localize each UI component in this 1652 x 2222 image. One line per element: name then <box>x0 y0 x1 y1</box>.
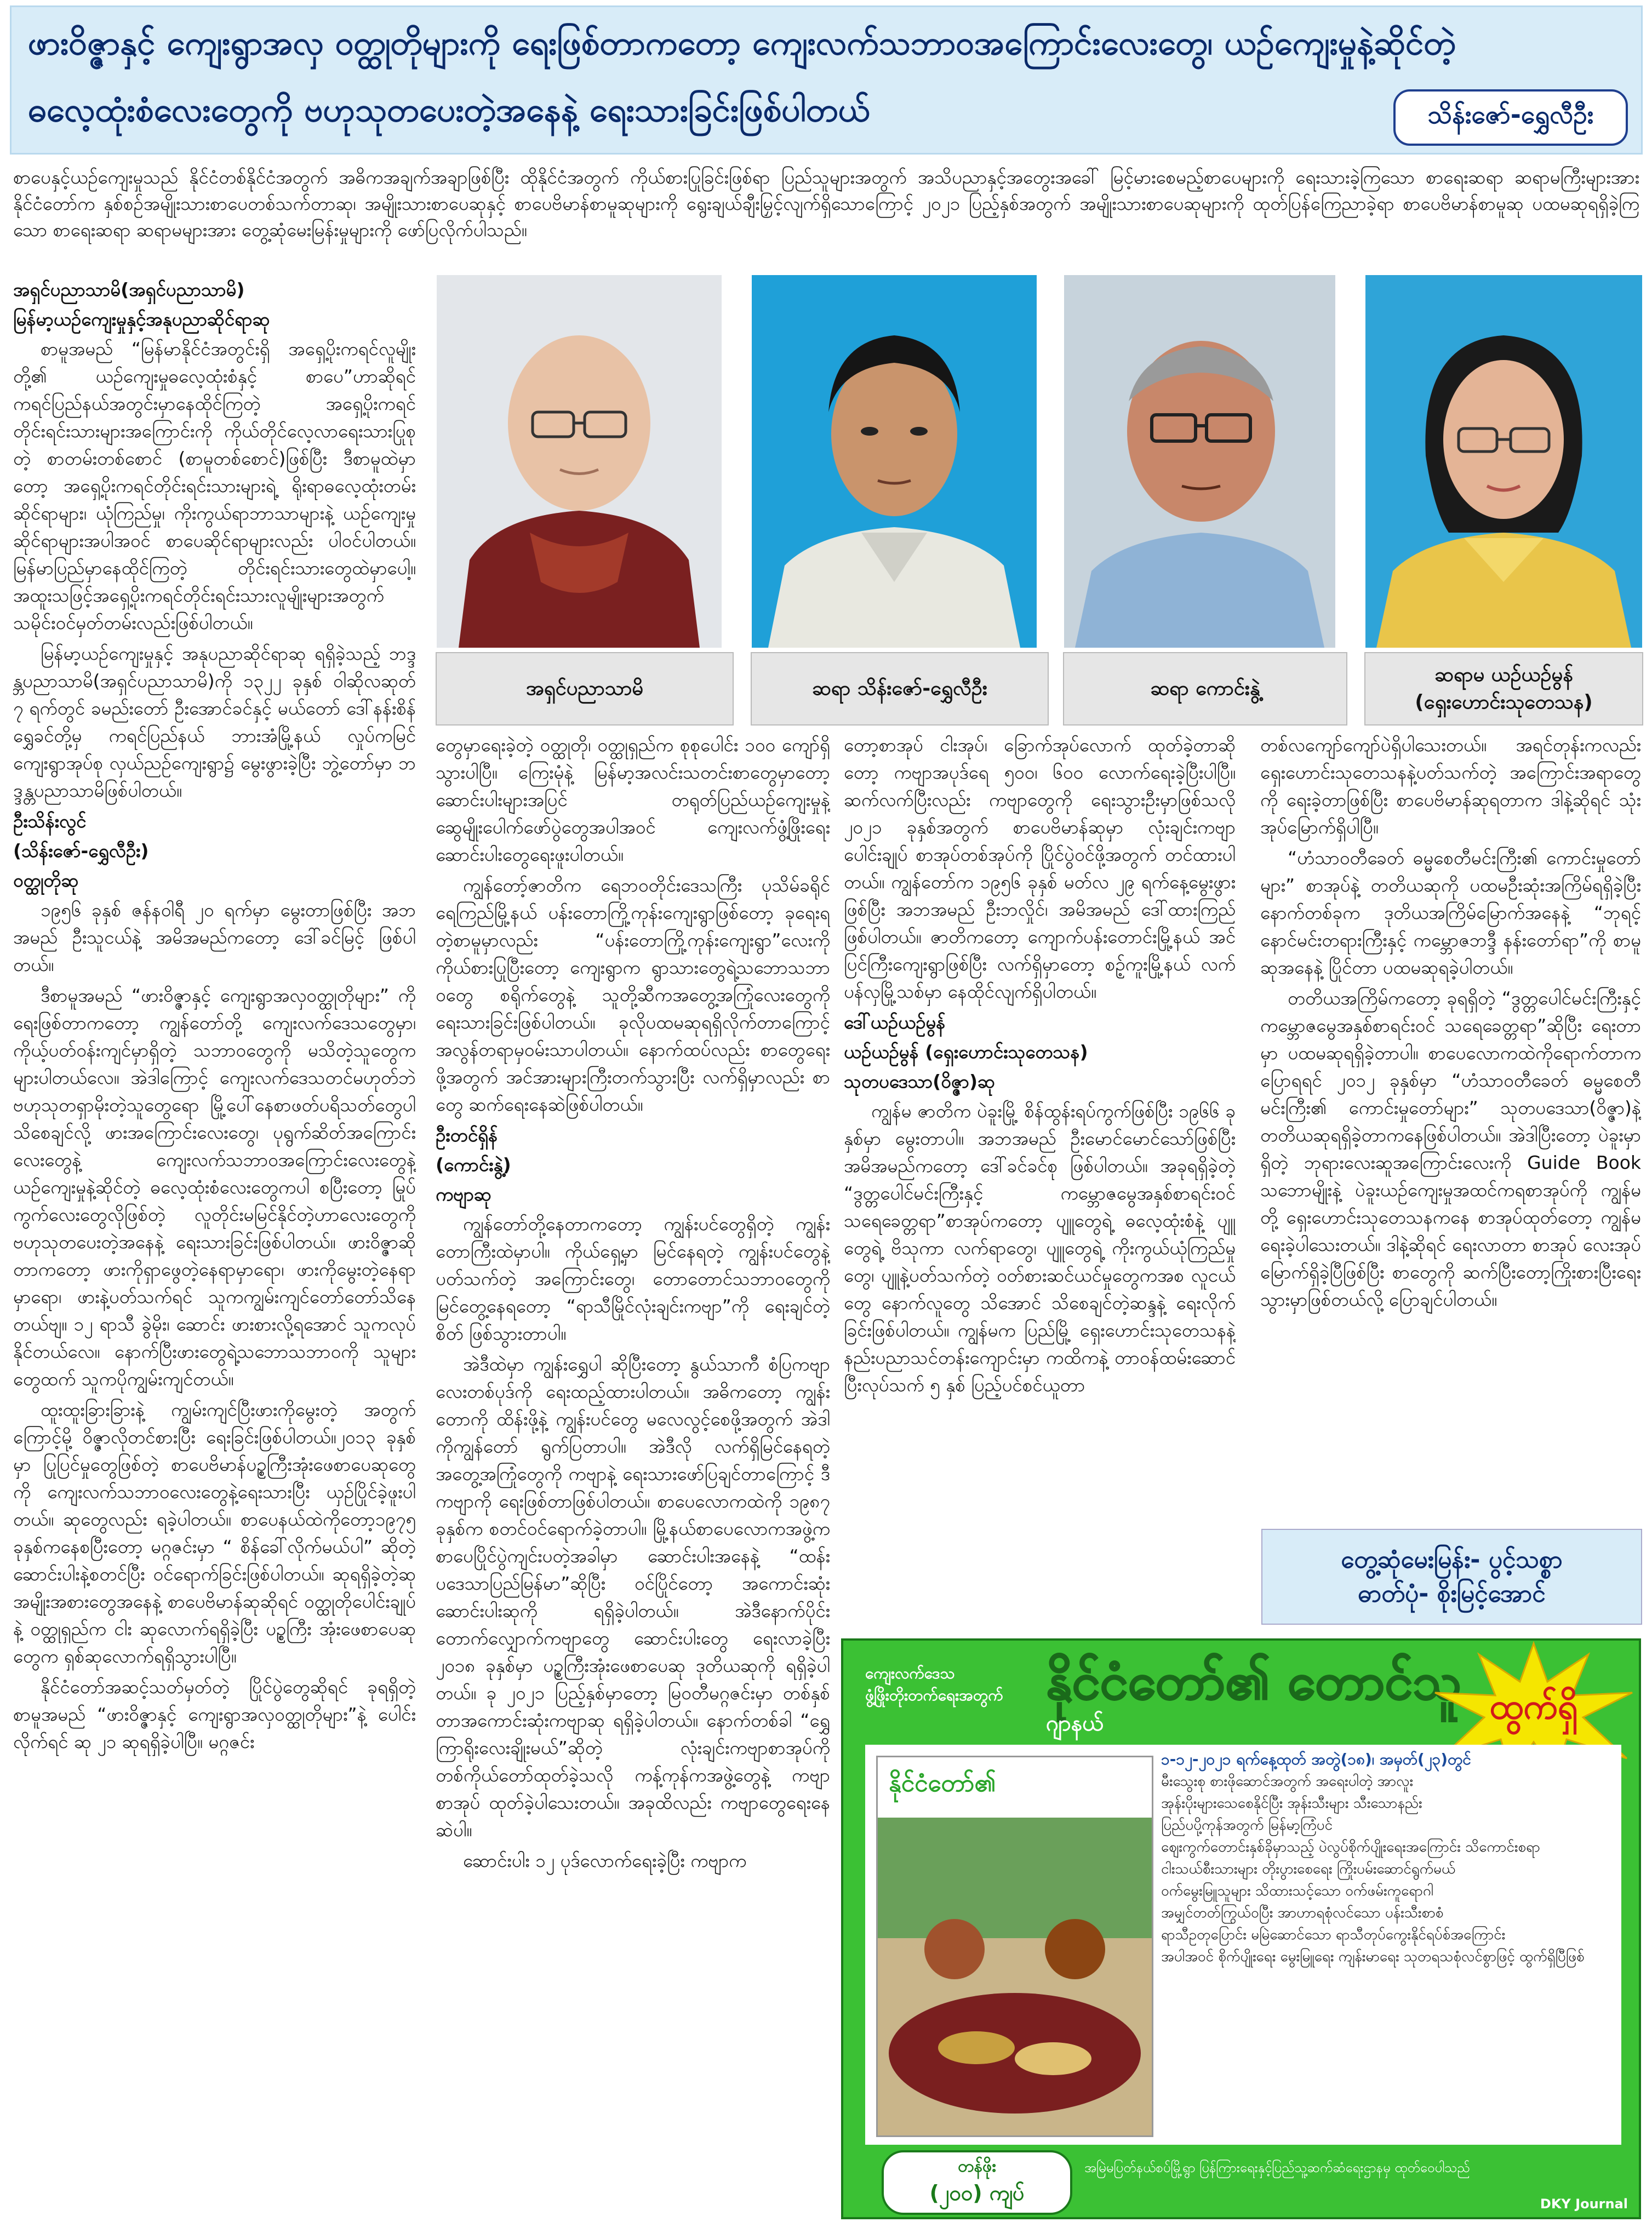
caption-thein-zaw <box>751 652 1049 726</box>
ad-contents-list <box>1161 1750 1621 1969</box>
headline-line-2: ဓလေ့ထုံးစံလေးတွေကို ဗဟုသုတပေးတဲ့အနေနဲ့ ရေးသားခြင်းဖြစ်ပါတယ် <box>28 91 870 129</box>
photo-monk <box>436 274 723 649</box>
ad-brand: နိုင်ငံတော်၏ တောင်သူ <box>1046 1652 1462 1711</box>
award-heading: ကဗျာဆု <box>436 1184 491 1205</box>
photo-thein-zaw <box>751 274 1038 649</box>
photo-yin-yin-mon <box>1364 274 1643 649</box>
portrait-yin-yin-mon-icon <box>1365 275 1642 648</box>
section-heading: ဦးတင်ရှိန် <box>436 1124 498 1146</box>
ad-tagline <box>865 1663 1003 1706</box>
paragraph: နိုင်ငံတော်အဆင့်သတ်မှတ်တဲ့ ပြိုင်ပွဲတွေဆိုရင် ခုရရှိတဲ့ စာမူအမည် “ဖားဝိဇ္ဇာနှင့် ကျေးရွာအလှဝတ္ထုတိုများ”နဲ့ ပေါင်းလိုက်ရင် ဆု ၂၁ ဆုရရှိခဲ့ပါပြီ။ မဂ္ဂဇင်း <box>13 1676 416 1752</box>
pen-name-heading: (ကောင်းနွဲ့) <box>436 1154 511 1175</box>
caption-yin-yin-mon <box>1364 652 1643 726</box>
headline-banner <box>10 5 1643 155</box>
caption-kaung-nwe-text: ဆရာ ကောင်းနွဲ့ <box>1150 677 1260 700</box>
paragraph: တတိယအကြိမ်ကတော့ ခုရရှိတဲ့ “ဒွတ္တပေါင်မင်းကြီးနှင့် ကမ္ဘောဇမွေအနှစ်စာရင်းဝင် သရေခေတ္တရာ”ဆိုပြီး ရေးတာမှာ ပထမဆုရရှိခဲ့တာပါ။ စာပေလောကထဲကိုရောက်တာက ပြောရရင် ၂၀၁၂ ခုနှစ်မှာ “ဟံသာဝတီခေတ် ဓမ္မစေတီမင်းကြီး၏ ကောင်းမှုတော်များ” သုတပဒေသာ(ဝိဇ္ဇာ)နဲ့တတိယဆုရရှိခဲ့တာကနေဖြစ်ပါတယ်။ အဲဒါပြီးတော့ ပဲခူးမှာရှိတဲ့ ဘုရားလေးဆူအကြောင်းလေးကို Guide Book သဘောမျိုးနဲ့ ပဲခူးယဉ်ကျေးမှုအထင်ကရစာအုပ်ကို ကျွန်မတို့ ရှေးဟောင်းသုတေသနကနေ စာအုပ်ထုတ်တော့ ကျွန်မရေးခဲ့ပါသေးတယ်။ ဒါနဲ့ဆိုရင် ရေးလာတာ စာအုပ် လေးအုပ်မြောက်ရှိခဲ့ပြီဖြစ်ပြီး စာတွေကို ဆက်ပြီးတော့ကြိုးစားပြီးရေးသွားမှာဖြစ်တယ်လို့ ပြောချင်ပါတယ်။ <box>1260 987 1641 1310</box>
ad-price-label: တန်ဖိုး <box>958 2156 996 2176</box>
portrait-monk-icon <box>437 275 722 648</box>
column-1 <box>13 274 416 2214</box>
author-badge: သိန်းဇော်-ရွှေလီဦး <box>1393 89 1628 146</box>
section-heading: ဒေါ်ယဉ်ယဉ်မွန် <box>844 1012 946 1033</box>
portrait-thein-zaw-icon <box>752 275 1037 648</box>
caption-yin-yin-mon-subtext: (ရှေးဟောင်းသုတေသန) <box>1415 691 1593 713</box>
ad-logo: DKY Journal <box>1540 2196 1628 2212</box>
column-3 <box>844 732 1236 1625</box>
ad-tagline-2: ဖွံ့ဖြိုးတိုးတက်ရေးအတွက် <box>865 1686 1003 1704</box>
paragraph: ကျွန်မ ဇာတိက ပဲခူးမြို့ စိန်ထွန်းရပ်ကွက်ဖြစ်ပြီး ၁၉၆၆ ခုနှစ်မှာ မွေးတာပါ။ အဘအမည် ဦးမောင်မောင်သော်ဖြစ်ပြီး အမိအမည်ကတော့ ဒေါ်ခင်ခင်စု ဖြစ်ပါတယ်။ အခုရရှိခဲ့တဲ့ “ဒွတ္တပေါင်မင်းကြီးနှင့် ကမ္ဘောဇမွေအနှစ်စာရင်းဝင် သရေခေတ္တရာ”စာအုပ်ကတော့ ပျူတွေရဲ့ ဓလေ့ထုံးစံနဲ့ ပျူတွေရဲ့ ဗိသုကာ လက်ရာတွေ၊ ပျူတွေရဲ့ ကိုးကွယ်ယုံကြည်မှုတွေ၊ ပျူနဲ့ပတ်သက်တဲ့ ဝတ်စားဆင်ယင်မှုတွေကအစ လူငယ်တွေ နောက်လူတွေ သိအောင် သိစေချင်တဲ့ဆန္ဒနဲ့ ရေးလိုက်ခြင်းဖြစ်ပါတယ်။ ကျွန်မက ပြည်မြို့ ရှေးဟောင်းသုတေသနနဲ့ နည်းပညာသင်တန်းကျောင်းမှာ ကထိကနဲ့ တာဝန်ထမ်းဆောင်ပြီးလုပ်သက် ၅ နှစ် ပြည့်ပင်စင်ယူတာ <box>844 1100 1236 1396</box>
award-heading: ဝတ္ထုတိုဆု <box>13 870 79 891</box>
paragraph: တော့စာအုပ် ငါးအုပ်၊ ခြောက်အုပ်လောက် ထုတ်ခဲ့တာဆိုတော့ ကဗျာအပုဒ်ရေ ၅၀၀၊ ၆၀၀ လောက်ရေးခဲ့ပြီးပါပြီ။ ဆက်လက်ပြီးလည်း ကဗျာတွေကို ရေးသွားဦးမှာဖြစ်သလို ၂၀၂၁ ခုနှစ်အတွက် စာပေဗိမာန်ဆုမှာ လုံးချင်းကဗျာပေါင်းချုပ် စာအုပ်တစ်အုပ်ကို ပြိုင်ပွဲဝင်ဖို့အတွက် တင်ထားပါတယ်။ ကျွန်တော်က ၁၉၅၆ ခုနှစ် မတ်လ ၂၉ ရက်နေ့မွေးဖွားဖြစ်ပြီး အဘအမည် ဦးဘလှိုင်၊ အမိအမည် ဒေါ်ထားကြည်ဖြစ်ပါတယ်။ ဇာတိကတော့ ကျောက်ပန်းတောင်းမြို့နယ် အင်ပြင်ကြီးကျေးရွာဖြစ်ပြီး လက်ရှိမှာတော့ စဉ့်ကူးမြို့နယ် လက်ပန်လှမြို့သစ်မှာ နေထိုင်လျက်ရှိပါတယ်။ <box>844 734 1236 1002</box>
paragraph: ကျွန်တော့်ဇာတိက ရေဘဝတိုင်းဒေသကြီး ပုသိမ်ခရိုင် ရေကြည်မြို့နယ် ပန်းတောကြို့ကုန်းကျေးရွာဖြစ်တော့ ခုရေးရတဲ့စာမူမှာလည်း “ပန်းတောကြို့ကုန်းကျေးရွာ”လေးကို ကိုယ်စားပြုပြီးတော့ ကျေးရွာက ရွာသားတွေရဲ့သဘောသဘာဝတွေ စရိုက်တွေနဲ့ သူတို့ဆီကအတွေ့အကြုံလေးတွေကို ရေးသားခြင်းဖြစ်ပါတယ်။ ခုလိုပထမဆုရရှိလိုက်တာကြောင့် အလွန်တရာမှဝမ်းသာပါတယ်။ နောက်ထပ်လည်း စာတွေရေးဖို့အတွက် အင်အားများကြီးတက်သွားပြီး လက်ရှိမှာလည်း စာတွေ ဆက်ရေးနေဆဲဖြစ်ပါတယ်။ <box>436 875 830 1115</box>
list-item: အုန်းပိုးများသေစေနိုင်ပြီး အုန်းသီးများ သီးသောနည်း <box>1161 1795 1422 1812</box>
cover-photo-icon <box>878 1818 1152 2135</box>
intro-paragraph: စာပေနှင့်ယဉ်ကျေးမှုသည် နိုင်ငံတစ်နိုင်ငံအတွက် အဓိကအချက်အချာဖြစ်ပြီး ထိုနိုင်ငံအတွက် ကိုယ်စားပြုခြင်းဖြစ်ရာ ပြည်သူများအတွက် အသိပညာနှင့်အတွေးအခေါ် မြင့်မားစေမည့်စာပေများကို ရေးသားခဲ့ကြသော စာရေးဆရာ ဆရာမကြီးများအား နိုင်ငံတော်က နှစ်စဉ်အမျိုးသားစာပေတစ်သက်တာဆု၊ အမျိုးသားစာပေဆုနှင့် စာပေဗိမာန်စာမူဆုများကို ရွေးချယ်ချီးမြှင့်လျက်ရှိသောကြောင့် ၂၀၂၁ ပြည့်နှစ်အတွက် အမျိုးသားစာပေဆုများကို ထုတ်ပြန်ကြေညာခဲ့ရာ စာပေဗိမာန်စာမူဆု ပထမဆုရရှိခဲ့ကြသော စာရေးဆရာ ဆရာမများအား တွေ့ဆုံမေးမြန်းမှုများကို ဖော်ပြလိုက်ပါသည်။ <box>13 167 1639 241</box>
caption-kaung-nwe <box>1063 652 1347 726</box>
list-item: ပြည်ပပို့ကုန်အတွက် မြန်မာ့ကြံပင် <box>1161 1817 1333 1833</box>
list-item: ရာသီဥတုပြောင်း မမြဲဆောင်သော ရာသီတုပ်ကွေးနိုင်ရပ်စ်အကြောင်း <box>1161 1927 1506 1943</box>
ad-price-value: (၂၀၀) ကျပ် <box>929 2180 1025 2205</box>
ad-tagline-1: ကျေးလက်ဒေသ <box>865 1664 955 1682</box>
ad-price-badge <box>882 2150 1072 2215</box>
ad-journal-label: ဂျာနယ် <box>1046 1711 1104 1736</box>
photo-kaung-nwe <box>1063 274 1336 649</box>
paragraph: တစ်လကျော်ကျော်ပဲရှိပါသေးတယ်။ အရင်တုန်းကလည်း ရှေးဟောင်းသုတေသနနဲ့ပတ်သက်တဲ့ အကြောင်းအရာတွေကို ရေးခဲ့တာဖြစ်ပြီး စာပေဗိမာန်ဆုရတာက ဒါနဲ့ဆိုရင် သုံးအုပ်မြောက်ရှိပါပြီ။ <box>1260 734 1641 838</box>
list-item: ဝက်မွေးမြူသူများ သိထားသင့်သော ဝက်ဖမ်းကူရောဂါ <box>1161 1883 1434 1899</box>
list-item: မီးသွေးစု စားဖိုဆောင်အတွက် အရေးပါတဲ့ အာလူး <box>1161 1773 1414 1790</box>
paragraph: ကျွန်တော်တို့နေတာကတော့ ကျွန်းပင်တွေရှိတဲ့ ကျွန်းတောကြီးထဲမှာပါ။ ကိုယ်ရှေ့မှာ မြင်နေရတဲ့ ကျွန်းပင်တွေနဲ့ပတ်သက်တဲ့ အကြောင်းတွေ၊ တောတောင်သဘာဝတွေကို မြင်တွေ့နေရတော့ “ရာသီမြိုင်လုံးချင်းကဗျာ”ကို ရေးချင်တဲ့စိတ် ဖြစ်သွားတာပါ။ <box>436 1213 830 1344</box>
paragraph: ထူးထူးခြားခြားနဲ့ ကျွမ်းကျင်ပြီးဖားကိုမွေးတဲ့ အတွက်ကြောင့်မို့ ဝိဇ္ဇာလိုတင်စားပြီး ရေးခြင်းဖြစ်ပါတယ်။၂၀၁၃ ခုနှစ်မှာ ပြုပြင်မှုတွေဖြစ်တဲ့ စာပေဗိမာန်ပဥ္စကြီးအုံးဖေစာပေဆုတွေကို ကျေးလက်သဘာဝလေးတွေနဲ့ရေးသားပြီး ယှဉ်ပြိုင်ခဲ့ဖူးပါတယ်။ ဆုတွေလည်း ရခဲ့ပါတယ်။ စာပေနယ်ထဲကိုတော့၁၉၇၅ ခုနှစ်ကနေစပြီးတော့ မဂ္ဂဇင်းမှာ “ စိန်ခေါ်လိုက်မယ်ပါ” ဆိုတဲ့ ဆောင်းပါးနဲ့စတင်ပြီး ဝင်ရောက်ခြင်းဖြစ်ပါတယ်။ ဆုရရှိခဲ့တဲ့ဆုအမျိုးအစားတွေအနေနဲ့ စာပေဗိမာန်ဆုဆိုရင် ဝတ္ထုတိုပေါင်းချုပ်နဲ့ ဝတ္ထုရှည်က ငါး ဆုလောက်ရရှိခဲ့ပြီး ပဥ္စကြီး အုံးဖေစာပေဆုတွေက ရှစ်ဆုလောက်ရရှိသွားပါပြီ။ <box>13 1399 416 1667</box>
portrait-kaung-nwe-icon <box>1064 275 1335 648</box>
column-4 <box>1260 732 1641 1521</box>
caption-yin-yin-mon-text: ဆရာမ ယဉ်ယဉ်မွန် <box>1434 664 1573 686</box>
award-heading: သုတပဒေသာ(ဝိဇ္ဇာ)ဆု <box>844 1071 995 1092</box>
column-2 <box>436 732 830 2214</box>
paragraph: “ဟံသာဝတီခေတ် ဓမ္မစေတီမင်းကြီး၏ ကောင်းမှုတော်များ” စာအုပ်နဲ့ တတိယဆုကို ပထမဦးဆုံးအကြိမ်ရရှိခဲ့ပြီး နောက်တစ်ခုက ဒုတိယအကြိမ်မြောက်အနေနဲ့ “ဘုရင့်နောင်မင်းတရားကြီးနှင့် ကမ္ဘောဇဘဒ္ဒီ နန်းတော်ရာ”ကို စာမူဆုအနေနဲ့ ပြိုင်တာ ပထမဆုရခဲ့ပါတယ်။ <box>1260 847 1641 978</box>
list-item: ငါးသယ်စီးသားများ တိုးပွားစေရေး ကြိုးပမ်းဆောင်ရွက်မယ် <box>1161 1861 1456 1877</box>
section-heading: အရှင်ပညာသာမိ(အရှင်ပညာသာမိ) <box>13 279 245 300</box>
list-item: အပါအဝင် စိုက်ပျိုးရေး မွေးမြူရေး ကျန်းမာရေး သုတရသစုံလင်စွာဖြင့် ထွက်ရှိပြီဖြစ် <box>1161 1949 1585 1965</box>
credits-box <box>1261 1529 1642 1625</box>
paragraph: ဒီစာမူအမည် “ဖားဝိဇ္ဇာနှင့် ကျေးရွာအလှဝတ္ထုတိုများ” ကို ရေးဖြစ်တာကတော့ ကျွန်တော်တို့ ကျေးလက်ဒေသတွေမှာ၊ ကိုယ့်ပတ်ဝန်းကျင်မှာရှိတဲ့ သဘာဝတွေကို မသိတဲ့သူတွေက များပါတယ်လေ။ အဲဒါကြောင့် ကျေးလက်ဒေသတင်မဟုတ်ဘဲ ဗဟုသုတရှာမိုးတဲ့သူတွေရော မြို့ပေါ်နေစာဖတ်ပရိသတ်တွေပါ သိစေချင်လို့ ဖားအကြောင်းလေးတွေ၊ ပုရွက်ဆိတ်အကြောင်းလေးတွေနဲ့ ကျေးလက်သဘာဝအကြောင်းလေးတွေနဲ့ ယဉ်ကျေးမှုနဲ့ဆိုင်တဲ့ ဓလေ့ထုံးစံလေးတွေကပါ စပြီးတော့ မြုပ်ကွက်လေးတွေလိုဖြစ်တဲ့ လူတိုင်းမမြင်နိုင်တဲ့ဟာလေးတွေကို ဗဟုသုတပေးတဲ့အနေနဲ့ ရေးသားခြင်းဖြစ်ပါတယ်။ ဖားဝိဇ္ဇာဆိုတာကတော့ ဖားကိုရှာဖွေတဲ့နေရာမှာရော၊ ဖားကိုမွေးတဲ့နေရာမှာရော၊ ဖားနဲ့ပတ်သက်ရင် သူကကျွမ်းကျင်တော်တော်သိနေတယ်ဗျ။ ၁၂ ရာသီ ခွဲမိုး၊ ဆောင်း ဖားစားလို့ရအောင် သူကလုပ်နိုင်တယ်လေ။ နောက်ပြီးဖားတွေရဲ့သဘောသဘာဝကို သူများတွေထက် သူကပိုကျွမ်းကျင်တယ်။ <box>13 985 416 1390</box>
list-item: အမျှင်တတ်ကြွယ်ဝပြီး အာဟာရစုံလင်သော ပန်းသီးစာစံ <box>1161 1905 1444 1921</box>
journal-advertisement <box>841 1638 1641 2219</box>
paragraph: တွေမှာရေးခဲ့တဲ့ ဝတ္ထုတို၊ ဝတ္ထုရှည်က စုစုပေါင်း ၁၀၀ ကျော်ရှိသွားပါပြီ။ ကြေးမုံနဲ့ မြန်မာ့အလင်းသတင်းစာတွေမှာတော့ ဆောင်းပါးများအပြင် တရုတ်ပြည်ယဉ်ကျေးမှုနဲ့ ဆွေမျိုးပေါက်ဖော်ပွဲတွေအပါအဝင် ကျေးလက်ဖွံ့ဖြိုးရေးဆောင်းပါးတွေရေးဖူးပါတယ်။ <box>436 734 830 865</box>
ad-footer: အမြဲမပြတ်နယ်စပ်မြို့ရွာ ပြန်ကြားရေးနှင့်ပြည်သူ့ဆက်ဆံရေးဌာနမှ ထုတ်ဝေပါသည် <box>1084 2160 1470 2175</box>
headline-line-1: ဖားဝိဇ္ဇာနှင့် ကျေးရွာအလှ ဝတ္ထုတိုများကို ရေးဖြစ်တာကတော့ ကျေးလက်သဘာဝအကြောင်းလေးတွေ၊ ယဉ်ကျေးမှုနဲ့ဆိုင်တဲ့ <box>28 24 1456 62</box>
interviewer-credit: တွေ့ဆုံမေးမြန်း- ပွင့်သစ္စာ <box>1341 1545 1563 1574</box>
paragraph: ဆောင်းပါး ၁၂ ပုဒ်လောက်ရေးခဲ့ပြီး ကဗျာက <box>463 1850 747 1871</box>
pen-name-heading: (သိန်းဇော်-ရွှေလီဦး) <box>13 840 149 861</box>
paragraph: ၁၉၅၆ ခုနှစ် ဇန်နဝါရီ ၂၀ ရက်မှာ မွေးတာဖြစ်ပြီး အဘအမည် ဦးသူငယ်နဲ့ အမိအမည်ကတော့ ဒေါ်ခင်မြင့် ဖြစ်ပါတယ်။ <box>13 899 416 975</box>
ad-starburst-label: ထွက်ရှိ <box>1489 1687 1578 1727</box>
paragraph: အဲဒီထဲမှာ ကျွန်းရွှေပါ ဆိုပြီးတော့ နွယ်သာကီ စံပြကဗျာလေးတစ်ပုဒ်ကို ရေးထည့်ထားပါတယ်။ အဓိကတော့ ကျွန်းတောကို ထိန်းဖို့နဲ့ ကျွန်းပင်တွေ မလေလွင့်စေဖို့အတွက် အဲဒါကိုကျွန်တော် ရွက်ပြတာပါ။ အဲဒီလို လက်ရှိမြင်နေရတဲ့အတွေ့အကြုံတွေကို ကဗျာနဲ့ ရေးသားဖော်ပြချင်တာကြောင့် ဒီကဗျာကို ရေးဖြစ်တာဖြစ်ပါတယ်။ စာပေလောကထဲကို ၁၉၈၇ ခုနှစ်က စတင်ဝင်ရောက်ခဲ့တာပါ။ မြို့နယ်စာပေလောကအဖွဲ့က စာပေပြိုင်ပွဲကျင်းပတဲ့အခါမှာ ဆောင်းပါးအနေနဲ့ “ထန်းပဒေသာပြည်မြန်မာ”ဆိုပြီး ဝင်ပြိုင်တော့ အကောင်းဆုံးဆောင်းပါးဆုကို ရရှိခဲ့ပါတယ်။ အဲဒီနောက်ပိုင်း တောက်လျှောက်ကဗျာတွေ ဆောင်းပါးတွေ ရေးလာခဲ့ပြီး ၂၀၁၈ ခုနှစ်မှာ ပဥ္စကြီးအုံးဖေစာပေဆု ဒုတိယဆုကို ရရှိခဲ့ပါတယ်။ ခု ၂၀၂၁ ပြည့်နှစ်မှာတော့ မြဝတီမဂ္ဂဇင်းမှာ တစ်နှစ်တာအကောင်းဆုံးကဗျာဆု ရရှိခဲ့ပါတယ်။ နောက်တစ်ခါ “ရွှေကြာရိုးလေးချိုးမယ်”ဆိုတဲ့ လုံးချင်းကဗျာစာအုပ်ကို တစ်ကိုယ်တော်ထုတ်ခဲ့သလို ကန့်ကုန်ကအဖွဲ့တွေနဲ့ ကဗျာစာအုပ် ထုတ်ခဲ့ပါသေးတယ်။ အခုထိလည်း ကဗျာတွေရေးနေဆဲပါ။ <box>436 1353 830 1841</box>
ad-cover-title: နိုင်ငံတော်၏ <box>878 1757 1152 1818</box>
ad-issue-line: ၁-၁၂-၂၀၂၁ ရက်နေ့ထုတ် အတွဲ(၁၈)၊ အမှတ်(၂၃)တွင် <box>1161 1750 1471 1768</box>
caption-monk <box>436 652 734 726</box>
paragraph: စာမူအမည် “မြန်မာနိုင်ငံအတွင်းရှိ အရှေ့ပိုးကရင်လူမျိုးတို့၏ ယဉ်ကျေးမှုဓလေ့ထုံးစံနှင့် စာပေ”ဟာဆိုရင် ကရင်ပြည်နယ်အတွင်းမှာနေထိုင်ကြတဲ့ အရှေ့ပိုးကရင်တိုင်းရင်းသားများအကြောင်းကို ကိုယ်တိုင်လေ့လာရေးသားပြုစုတဲ့ စာတမ်းတစ်စောင် (စာမူတစ်စောင်)ဖြစ်ပြီး ဒီစာမူထဲမှာတော့ အရှေ့ပိုးကရင်တိုင်းရင်းသားများရဲ့ ရိုးရာဓလေ့ထုံးတမ်းဆိုင်ရာများ၊ ယုံကြည်မှု၊ ကိုးကွယ်ရာဘာသာများနဲ့ ယဉ်ကျေးမှုဆိုင်ရာများအပါအဝင် စာပေဆိုင်ရာများလည်း ပါဝင်ပါတယ်။ မြန်မာပြည်မှာနေထိုင်ကြတဲ့ တိုင်းရင်းသားတွေထဲမှာပေါ့။ အထူးသဖြင့်အရှေ့ပိုးကရင်တိုင်းရင်းသားလူမျိုးများအတွက် သမိုင်းဝင်မှတ်တမ်းလည်းဖြစ်ပါတယ်။ <box>13 338 416 633</box>
caption-monk-text: အရှင်ပညာသာမိ <box>526 677 643 700</box>
caption-thein-zaw-text: ဆရာ သိန်းဇော်-ရွှေလီဦး <box>812 677 987 700</box>
pen-name-heading: ယဉ်ယဉ်မွန် (ရှေးဟောင်းသုတေသန) <box>844 1041 1088 1063</box>
award-heading: မြန်မာ့ယဉ်ကျေးမှုနှင့်အနုပညာဆိုင်ရာဆု <box>13 309 270 330</box>
section-heading: ဦးသိန်းလွင် <box>13 810 87 832</box>
photographer-credit: ဓာတ်ပုံ- စိုးမြင့်အောင် <box>1358 1579 1546 1608</box>
paragraph: မြန်မာ့ယဉ်ကျေးမှုနှင့် အနုပညာဆိုင်ရာဆု ရရှိခဲ့သည့် ဘဒ္ဒန္တပညာသာမိ(အရှင်ပညာသာမိ)ကို ၁၃၂၂ ခုနှစ် ဝါဆိုလဆုတ် ၇ ရက်တွင် ခမည်းတော် ဦးအောင်ခင်နှင့် မယ်တော် ဒေါ်နန်းစိန်ရွှေခင်တို့မှ ကရင်ပြည်နယ် ဘားအံမြို့နယ် လှုပ်ကမြင်ကျေးရွာအုပ်စု လှယ်ညဉ်ကျေးရွာ၌ မွေးဖွားခဲ့ပြီး ဘွဲ့တော်မှာ ဘဒ္ဒန္တပညာသာမိဖြစ်ပါတယ်။ <box>13 643 416 801</box>
list-item: ဈေးကွက်တောင်းနှစ်ခိုမှာသည့် ပဲလွပ်စိုက်ပျိုးရေးအကြောင်း သိကောင်းစရာ <box>1161 1839 1540 1855</box>
ad-cover-thumbnail <box>876 1756 1153 2137</box>
